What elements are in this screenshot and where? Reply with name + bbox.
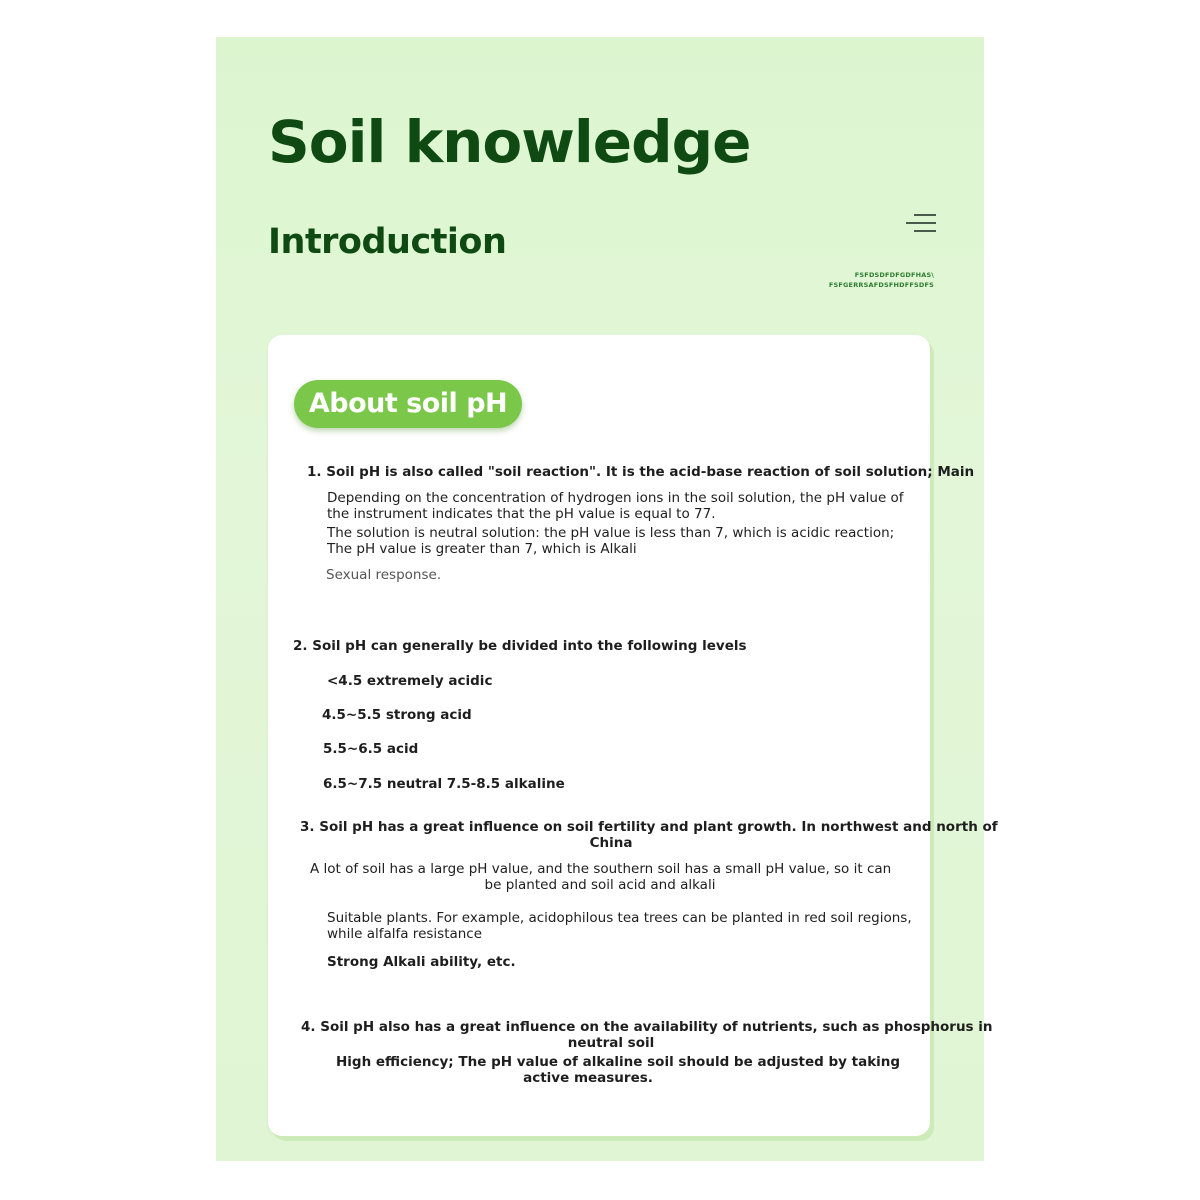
menu-lines-icon	[906, 212, 936, 234]
item-1-line: The pH value is greater than 7, which is Alkali	[327, 541, 637, 557]
item-3-line: Suitable plants. For example, acidophilous tea trees can be planted in red soil regions,	[327, 910, 912, 926]
item-1-line: the instrument indicates that the pH value is equal to 77.	[327, 506, 716, 522]
section-pill	[294, 380, 522, 428]
code-line: FSFGERRSAFDSFHDFFSDFS	[828, 281, 934, 289]
item-4-heading: 4. Soil pH also has a great influence on the availability of nutrients, such as phosphorus in	[301, 1019, 993, 1035]
item-1-line: Depending on the concentration of hydrogen ions in the soil solution, the pH value of	[327, 490, 904, 506]
item-4-line: active measures.	[523, 1070, 653, 1086]
item-4-line: High efficiency; The pH value of alkaline soil should be adjusted by taking	[336, 1054, 901, 1070]
level-item: <4.5 extremely acidic	[327, 673, 493, 689]
content-card	[268, 335, 930, 1136]
level-item: 5.5~6.5 acid	[323, 741, 419, 757]
section-pill-label: About soil pH	[308, 388, 508, 419]
item-3-line: while alfalfa resistance	[327, 926, 483, 942]
item-3-line: be planted and soil acid and alkali	[484, 877, 716, 893]
item-3-line: Strong Alkali ability, etc.	[327, 954, 516, 970]
code-line: FSFDSDFDFGDFHAS\	[854, 271, 934, 279]
page-subtitle: Introduction	[268, 222, 507, 262]
item-3-heading-cont: China	[589, 835, 633, 851]
item-1-line: The solution is neutral solution: the pH value is less than 7, which is acidic reaction;	[327, 525, 895, 541]
item-4-heading-cont: neutral soil	[567, 1035, 655, 1051]
level-item: 4.5~5.5 strong acid	[322, 707, 472, 723]
item-1-line: Sexual response.	[326, 567, 442, 583]
item-3-line: A lot of soil has a large pH value, and the southern soil has a small pH value, so it can	[310, 861, 892, 877]
item-2-heading: 2. Soil pH can generally be divided into the following levels	[293, 638, 747, 654]
decorative-code-text	[829, 270, 934, 290]
item-3-heading: 3. Soil pH has a great influence on soil fertility and plant growth. In northwest and north of	[300, 819, 998, 835]
level-item: 6.5~7.5 neutral 7.5-8.5 alkaline	[323, 776, 565, 792]
page-title: Soil knowledge	[268, 108, 751, 176]
item-1-heading: 1. Soil pH is also called "soil reaction". It is the acid-base reaction of soil solution; Main	[307, 464, 975, 480]
